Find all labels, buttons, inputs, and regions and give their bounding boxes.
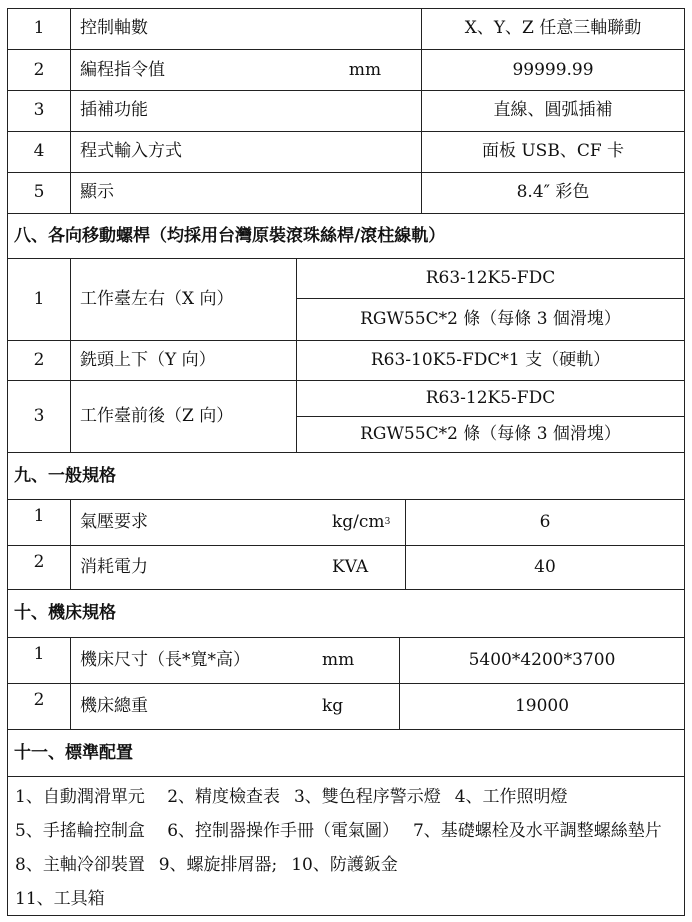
table-border [7, 545, 685, 546]
table-border [7, 915, 685, 916]
item-label: 程式輸入方式 [80, 140, 182, 161]
row-number: 3 [33, 99, 45, 120]
table-border [7, 340, 685, 341]
item-label: 氣壓要求 [80, 511, 148, 532]
config-item: 1、自動潤滑單元 [15, 787, 145, 807]
config-item: 3、雙色程序警示燈 [293, 787, 441, 807]
section-heading-general-specs: 九、一般規格 [14, 465, 116, 486]
item-label: 工作臺前後（Z 向） [80, 405, 234, 426]
table-border [70, 637, 71, 729]
item-value: 直線、圓弧插補 [493, 99, 613, 120]
table-border [684, 8, 685, 916]
config-item: 11、工具箱 [15, 889, 105, 909]
table-border [7, 172, 685, 173]
table-border [297, 416, 685, 417]
item-value: 40 [534, 556, 556, 577]
table-border [7, 776, 685, 777]
row-number: 2 [33, 59, 45, 80]
item-value: 8.4″ 彩色 [516, 181, 590, 202]
table-border [405, 499, 406, 589]
table-border [70, 258, 71, 452]
table-border [7, 637, 685, 638]
table-border [7, 49, 685, 50]
item-value: 99999.99 [512, 59, 594, 80]
table-border [7, 499, 685, 500]
unit-text: kg/cm [332, 511, 385, 532]
item-label: 機床總重 [80, 695, 148, 716]
standard-config-list [15, 780, 679, 916]
table-border [399, 637, 400, 729]
item-unit: kg [322, 695, 344, 716]
item-label: 控制軸數 [80, 17, 148, 38]
section-heading-standard-config: 十一、標準配置 [14, 742, 133, 763]
item-label: 消耗電力 [80, 556, 148, 577]
row-number: 2 [33, 552, 45, 572]
row-number: 2 [33, 690, 45, 710]
table-border [7, 8, 685, 9]
item-label: 銑頭上下（Y 向） [80, 349, 216, 370]
item-label: 顯示 [80, 181, 114, 202]
item-value: 6 [539, 511, 551, 532]
config-item: 7、基礎螺栓及水平調整螺絲墊片 [412, 821, 662, 841]
item-value: R63-12K5-FDC [425, 387, 556, 408]
config-item: 2、精度檢查表 [167, 787, 281, 807]
row-number: 1 [33, 17, 45, 38]
unit-superscript: 3 [384, 516, 391, 527]
table-border [7, 258, 685, 259]
table-border [7, 380, 685, 381]
item-unit [332, 500, 404, 544]
config-item: 10、防護鈑金 [291, 855, 398, 875]
table-border [7, 90, 685, 91]
row-number: 2 [33, 349, 45, 370]
section-heading-lead-screws: 八、各向移動螺桿（均採用台灣原裝滾珠絲桿/滾柱線軌） [14, 225, 446, 246]
section-heading-machine-specs: 十、機床規格 [14, 602, 116, 623]
row-number: 1 [33, 506, 45, 526]
table-border [296, 258, 297, 452]
item-unit: mm [322, 649, 355, 670]
item-label: 工作臺左右（X 向） [80, 288, 234, 309]
table-border [297, 298, 685, 299]
config-item: 5、手搖輪控制盒 [15, 821, 145, 841]
item-value: X、Y、Z 任意三軸聯動 [464, 17, 642, 38]
row-number: 3 [33, 405, 45, 426]
row-number: 4 [33, 140, 45, 161]
row-number: 1 [33, 644, 45, 664]
item-unit: mm [348, 59, 382, 80]
item-value: RGW55C*2 條（每條 3 個滑塊） [360, 308, 621, 329]
item-value: 5400*4200*3700 [468, 649, 616, 670]
item-label: 編程指令值 [80, 59, 165, 80]
item-value: R63-10K5-FDC*1 支（硬軌） [370, 349, 611, 370]
item-value: R63-12K5-FDC [425, 267, 556, 288]
table-border [7, 589, 685, 590]
table-border [7, 8, 8, 916]
table-border [7, 452, 685, 453]
row-number: 1 [33, 288, 45, 309]
table-border [7, 683, 685, 684]
item-unit: KVA [332, 556, 369, 577]
item-value: 19000 [514, 695, 570, 716]
table-border [7, 213, 685, 214]
item-label: 插補功能 [80, 99, 148, 120]
table-border [421, 8, 422, 213]
table-border [70, 499, 71, 589]
item-label: 機床尺寸（長*寬*高） [80, 649, 250, 670]
config-item: 4、工作照明燈 [454, 787, 568, 807]
config-item: 9、螺旋排屑器; [158, 855, 278, 875]
item-value: RGW55C*2 條（每條 3 個滑塊） [360, 423, 621, 444]
table-border [7, 729, 685, 730]
config-item: 6、控制器操作手冊（電氣圖） [167, 821, 400, 841]
table-border [70, 8, 71, 213]
config-item: 8、主軸冷卻裝置 [15, 855, 145, 875]
table-border [7, 131, 685, 132]
item-value: 面板 USB、CF 卡 [481, 140, 625, 161]
row-number: 5 [33, 181, 45, 202]
